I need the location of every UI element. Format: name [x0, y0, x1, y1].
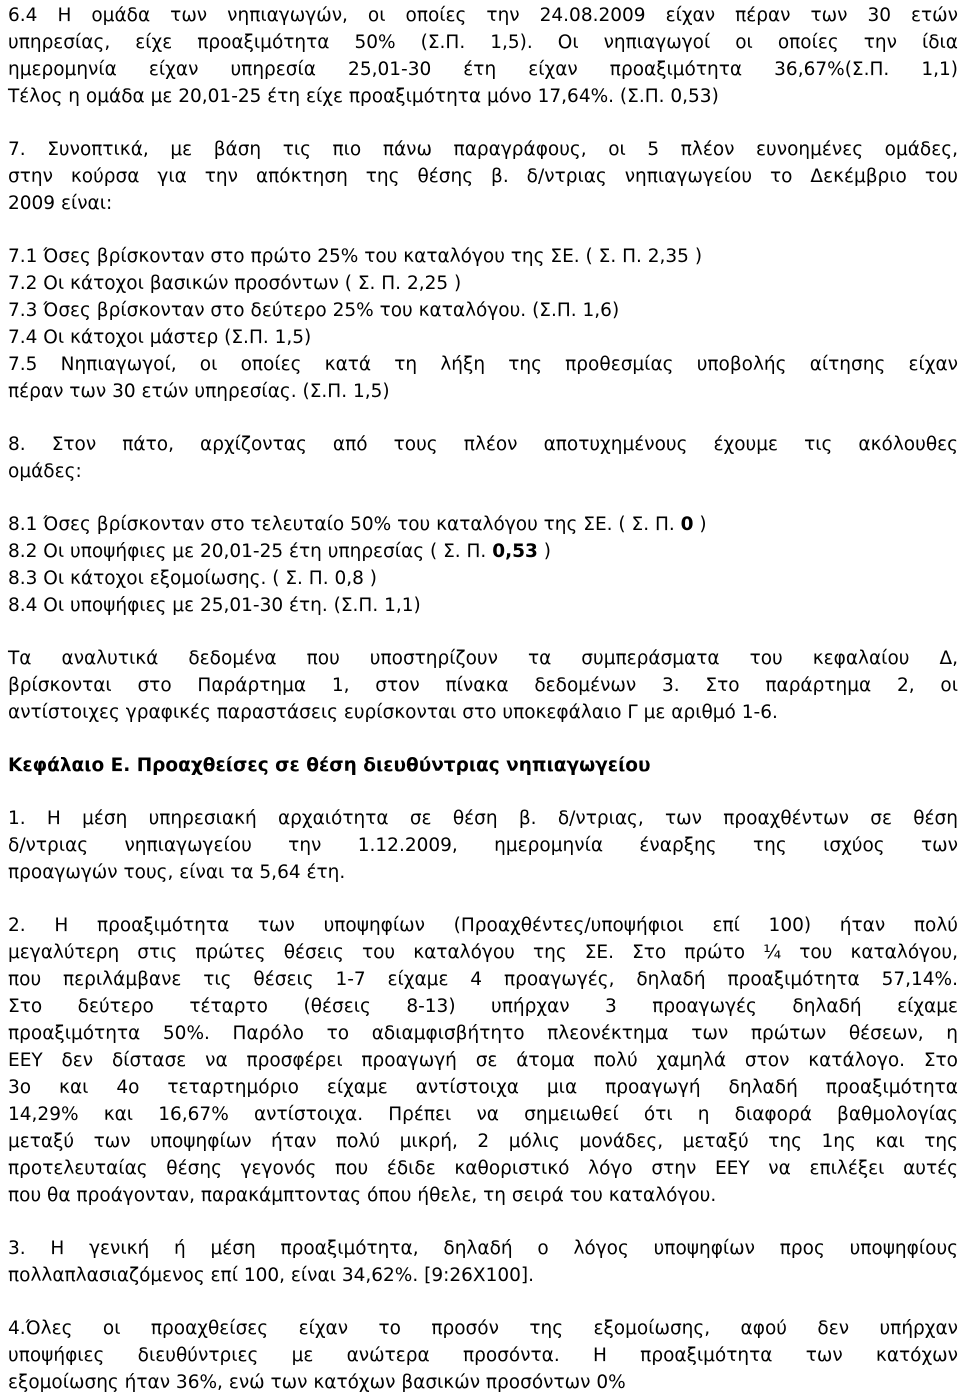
list-item-8-2-end: ): [537, 541, 551, 562]
chapter-e-p1-line-1: 1. Η μέση υπηρεσιακή αρχαιότητα σε θέση β. δ/ντριας, των προαχθέντων σε θέση: [8, 808, 958, 829]
list-item-8-2-value: 0,53: [492, 541, 538, 562]
chapter-e-p2-line-4: Στο δεύτερο τέταρτο (θέσεις 8-13) υπήρχαν 3 προαγωγές δηλαδή είχαμε: [8, 996, 958, 1017]
chapter-e-p2-line-7: 3ο και 4ο τεταρτημόριο είχαμε αντίστοιχα μια προαγωγή δηλαδή προαξιμότητα: [8, 1077, 958, 1098]
list-item-7-5-line-2: πέραν των 30 ετών υπηρεσίας. (Σ.Π. 1,5): [8, 381, 390, 402]
chapter-e-p2-line-5: προαξιμότητα 50%. Παρόλο το αδιαμφισβήτητο πλεονέκτημα των πρώτων θέσεων, η: [8, 1023, 958, 1044]
chapter-e-p2-line-3: που περιλάμβανε τις θέσεις 1-7 είχαμε 4 προαγωγές, δηλαδή προαξιμότητα 57,14%.: [8, 969, 958, 990]
list-item-8-3: 8.3 Οι κάτοχοι εξομοίωσης. ( Σ. Π. 0,8 ): [8, 568, 377, 589]
paragraph-6-4-line-4: Τέλος η ομάδα με 20,01-25 έτη είχε προαξιμότητα μόνο 17,64%. (Σ.Π. 0,53): [8, 86, 719, 107]
list-item-8-1-end: ): [693, 514, 707, 535]
section-8-intro-line-2: ομάδες:: [8, 461, 82, 482]
list-item-7-3: 7.3 Όσες βρίσκονταν στο δεύτερο 25% του καταλόγου. (Σ.Π. 1,6): [8, 300, 620, 321]
list-item-7-4: 7.4 Οι κάτοχοι μάστερ (Σ.Π. 1,5): [8, 327, 312, 348]
paragraph-6-4-line-2: υπηρεσίας, είχε προαξιμότητα 50% (Σ.Π. 1,5). Οι νηπιαγωγοί οι οποίες την ίδια: [8, 32, 958, 53]
analysis-note-line-1: Τα αναλυτικά δεδομένα που υποστηρίζουν τα συμπεράσματα του κεφαλαίου Δ,: [8, 648, 958, 669]
chapter-e-p3-line-2: πολλαπλασιαζόμενος επί 100, είναι 34,62%. [9:26Χ100].: [8, 1265, 534, 1286]
section-7-intro-line-3: 2009 είναι:: [8, 193, 113, 214]
list-item-8-1: [8, 511, 707, 538]
chapter-e-p4-line-3: εξομοίωσης ήταν 36%, ενώ των κατόχων βασικών προσόντων 0%: [8, 1372, 626, 1393]
list-item-8-1-text: 8.1 Όσες βρίσκονταν στο τελευταίο 50% του καταλόγου της ΣΕ. ( Σ. Π.: [8, 514, 681, 535]
chapter-e-p2-line-9: μεταξύ των υποψηφίων ήταν πολύ μικρή, 2 μόλις μονάδες, μεταξύ της 1ης και της: [8, 1131, 958, 1152]
list-item-8-2-text: 8.2 Οι υποψήφιες με 20,01-25 έτη υπηρεσίας ( Σ. Π.: [8, 541, 493, 562]
chapter-e-p4-line-2: υποψήφιες διευθύντριες με ανώτερα προσόντα. Η προαξιμότητα των κατόχων: [8, 1345, 958, 1366]
analysis-note-line-2: βρίσκονται στο Παράρτημα 1, στον πίνακα δεδομένων 3. Στο παράρτημα 2, οι: [8, 675, 958, 696]
chapter-e-p3-line-1: 3. Η γενική ή μέση προαξιμότητα, δηλαδή ο λόγος υποψηφίων προς υποψηφίους: [8, 1238, 958, 1259]
analysis-note-line-3: αντίστοιχες γραφικές παραστάσεις ευρίσκονται στο υποκεφάλαιο Γ με αριθμό 1-6.: [8, 702, 778, 723]
paragraph-6-4-line-1: 6.4 Η ομάδα των νηπιαγωγών, οι οποίες την 24.08.2009 είχαν πέραν των 30 ετών: [8, 5, 958, 26]
list-item-7-5-line-1: 7.5 Νηπιαγωγοί, οι οποίες κατά τη λήξη της προθεσμίας υποβολής αίτησης είχαν: [8, 354, 958, 375]
paragraph-6-4-line-3: ημερομηνία είχαν υπηρεσία 25,01-30 έτη είχαν προαξιμότητα 36,67%(Σ.Π. 1,1): [8, 59, 958, 80]
chapter-e-p2-line-2: μεγαλύτερη στις πρώτες θέσεις του καταλόγου της ΣΕ. Στο πρώτο ¼ του καταλόγου,: [8, 942, 958, 963]
chapter-e-p2-line-10: προτελευταίας θέσης γεγονός που έδιδε καθοριστικό λόγο στην ΕΕΥ να επιλέξει αυτές: [8, 1158, 958, 1179]
section-8-intro-line-1: 8. Στον πάτο, αρχίζοντας από τους πλέον αποτυχημένους έχουμε τις ακόλουθες: [8, 434, 958, 455]
chapter-e-p1-line-3: προαγωγών τους, είναι τα 5,64 έτη.: [8, 862, 346, 883]
chapter-e-p2-line-1: 2. Η προαξιμότητα των υποψηφίων (Προαχθέντες/υποψήφιοι επί 100) ήταν πολύ: [8, 915, 958, 936]
list-item-8-4: 8.4 Οι υποψήφιες με 25,01-30 έτη. (Σ.Π. 1,1): [8, 595, 421, 616]
section-7-intro-line-2: στην κούρσα για την απόκτηση της θέσης β. δ/ντριας νηπιαγωγείου το Δεκέμβριο του: [8, 166, 958, 187]
chapter-e-p4-line-1: 4.Όλες οι προαχθείσες είχαν το προσόν της εξομοίωσης, αφού δεν υπήρχαν: [8, 1318, 958, 1339]
chapter-e-p2-line-11: που θα προάγονταν, παρακάμπτοντας όπου ήθελε, τη σειρά του καταλόγου.: [8, 1185, 717, 1206]
list-item-8-2: [8, 538, 551, 565]
chapter-e-p2-line-8: 14,29% και 16,67% αντίστοιχα. Πρέπει να σημειωθεί ότι η διαφορά βαθμολογίας: [8, 1104, 958, 1125]
chapter-e-heading: Κεφάλαιο Ε. Προαχθείσες σε θέση διευθύντριας νηπιαγωγείου: [8, 755, 651, 776]
section-7-intro-line-1: 7. Συνοπτικά, με βάση τις πιο πάνω παραγράφους, οι 5 πλέον ευνοημένες ομάδες,: [8, 139, 958, 160]
chapter-e-p1-line-2: δ/ντριας νηπιαγωγείου την 1.12.2009, ημερομηνία έναρξης της ισχύος των: [8, 835, 958, 856]
chapter-e-p2-line-6: ΕΕΥ δεν δίστασε να προσφέρει προαγωγή σε άτομα πολύ χαμηλά στον κατάλογο. Στο: [8, 1050, 958, 1071]
list-item-8-1-value: 0: [680, 514, 694, 535]
list-item-7-1: 7.1 Όσες βρίσκονταν στο πρώτο 25% του καταλόγου της ΣΕ. ( Σ. Π. 2,35 ): [8, 246, 703, 267]
list-item-7-2: 7.2 Οι κάτοχοι βασικών προσόντων ( Σ. Π. 2,25 ): [8, 273, 462, 294]
